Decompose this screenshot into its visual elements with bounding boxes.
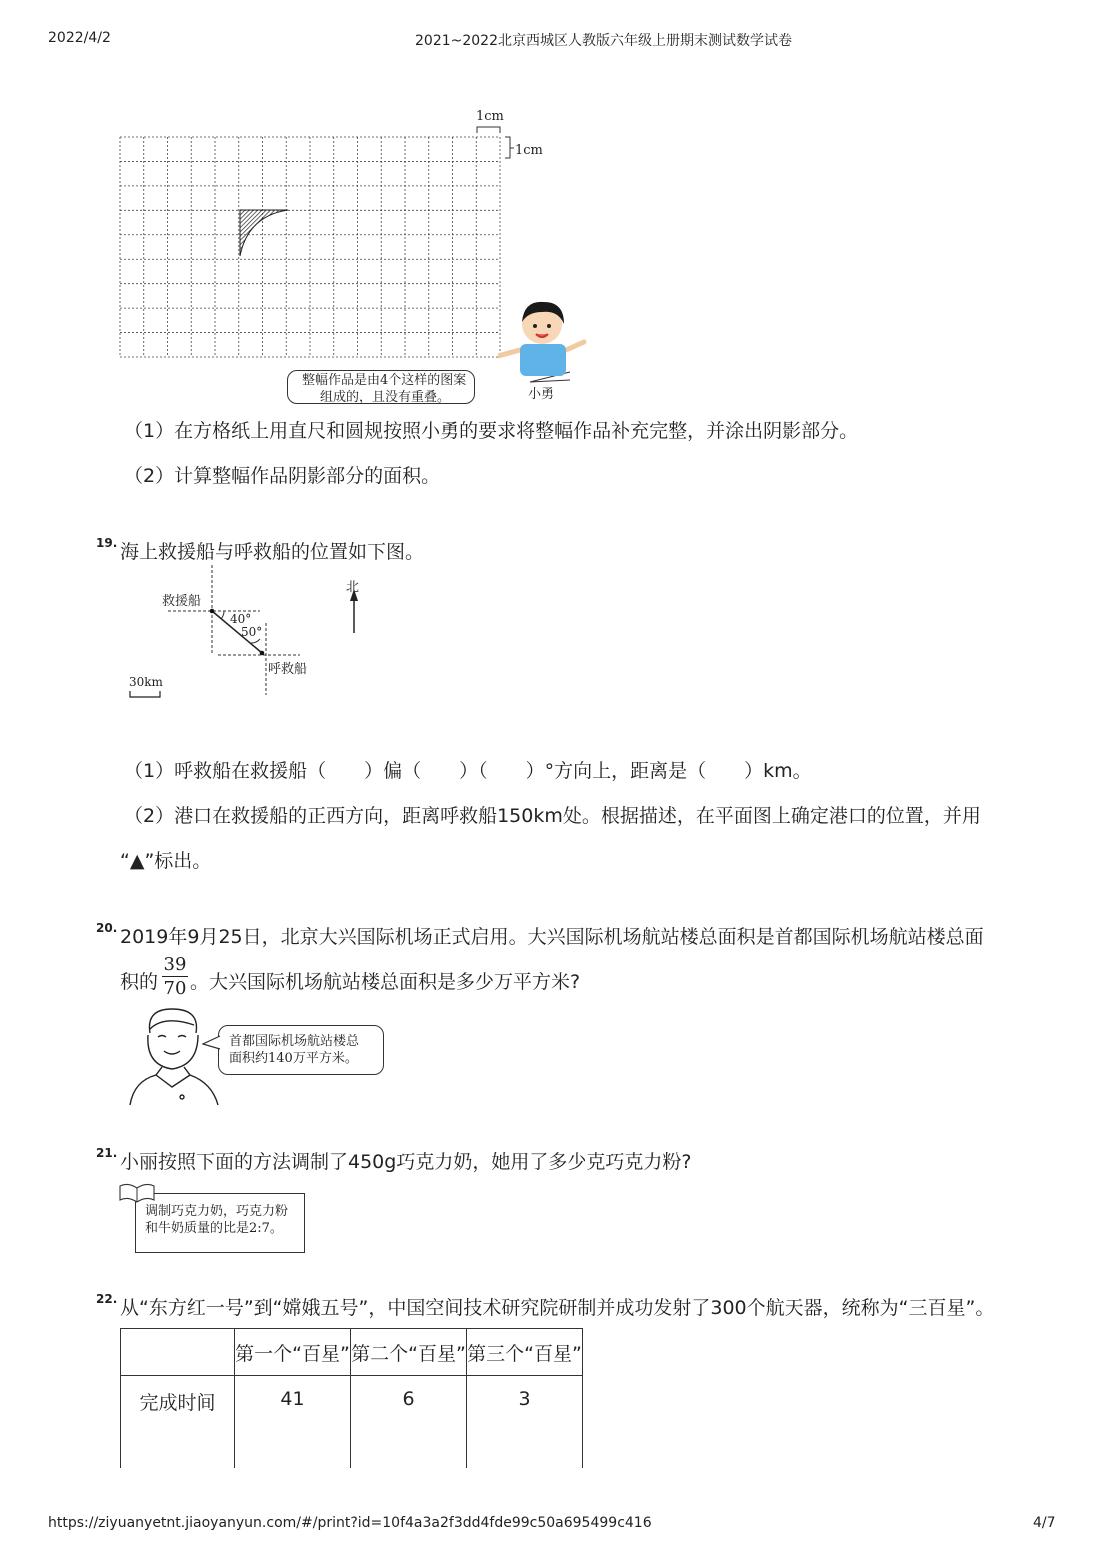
q20-number: 20. — [96, 921, 118, 935]
speech-line-1: 首都国际机场航站楼总 — [229, 1034, 360, 1049]
table-header-cell: 第三个“百星” — [467, 1329, 583, 1376]
unit-label-top: 1cm — [476, 109, 504, 124]
angle-50-label: 50° — [241, 625, 263, 639]
q19-sub2-line2: “▲”标出。 — [120, 850, 212, 872]
table-cell: 3 — [467, 1376, 583, 1469]
boy-illustration — [498, 298, 588, 383]
print-date: 2022/4/2 — [48, 30, 111, 46]
q18-sub2: （2）计算整幅作品阴影部分的面积。 — [124, 465, 441, 487]
footer-page-number: 4/7 — [1033, 1515, 1056, 1531]
note-line-1: 调制巧克力奶，巧克力粉 — [145, 1204, 289, 1219]
q22-stem: 从“东方红一号”到“嫦娥五号”，中国空间技术研究院研制并成功发射了300个航天器，统称为“三百星”。 — [120, 1297, 995, 1319]
fraction-bar — [162, 976, 188, 977]
table-header-cell — [121, 1329, 235, 1376]
three-hundred-stars-table — [120, 1328, 583, 1468]
footer-url: https://ziyuanyetnt.jiaoyanyun.com/#/print?id=10f4a3a2f3dd4fde99c50a695499c416 — [48, 1515, 652, 1531]
angle-40-label: 40° — [230, 612, 252, 626]
q21-number: 21. — [96, 1146, 118, 1160]
q19-number: 19. — [96, 536, 118, 550]
distress-ship-label: 呼救船 — [268, 662, 308, 677]
q19-sub1: （1）呼救船在救援船（ ）偏（ ）（ ）°方向上，距离是（ ）km。 — [124, 760, 812, 782]
q20-line2-prefix: 积的 — [120, 971, 159, 993]
table-cell: 6 — [351, 1376, 467, 1469]
shaded-pattern — [240, 210, 288, 256]
q20-line1: 2019年9月25日，北京大兴国际机场正式启用。大兴国际机场航站楼总面积是首都国际机场航站楼总面 — [120, 926, 984, 948]
unit-bracket-top — [477, 127, 500, 133]
unit-label-right: 1cm — [515, 143, 543, 158]
speech-line-2: 面积约140万平方米。 — [229, 1051, 358, 1066]
q18-speech-bubble — [287, 370, 475, 404]
q21-stem: 小丽按照下面的方法调制了450g巧克力奶，她用了多少克巧克力粉? — [120, 1151, 692, 1173]
q22-number: 22. — [96, 1292, 118, 1306]
q19-stem: 海上救援船与呼救船的位置如下图。 — [120, 541, 425, 563]
grid-lines — [120, 137, 500, 357]
teacher-illustration — [126, 1003, 226, 1107]
rescue-ship-label: 救援船 — [162, 594, 202, 609]
q20-speech-pointer — [202, 1035, 222, 1051]
fraction-numerator: 39 — [163, 954, 187, 975]
table-row — [121, 1376, 583, 1469]
fraction-39-70 — [160, 954, 190, 999]
table-header-row — [121, 1329, 583, 1376]
table-row-label: 完成时间 — [121, 1376, 235, 1469]
note-line-2: 和牛奶质量的比是2:7。 — [145, 1221, 283, 1236]
q20-line2-suffix: 。大兴国际机场航站楼总面积是多少万平方米? — [190, 971, 581, 993]
scale-label: 30km — [129, 675, 163, 689]
character-name: 小勇 — [528, 387, 555, 402]
q19-sub2-line1: （2）港口在救援船的正西方向，距离呼救船150km处。根据描述，在平面图上确定港口的位置，并用 — [124, 805, 981, 827]
q21-note-box — [135, 1193, 305, 1253]
document-title: 2021~2022北京西城区人教版六年级上册期末测试数学试卷 — [415, 33, 792, 49]
speech-line-2: 组成的，且没有重叠。 — [320, 390, 451, 405]
table-header-cell: 第二个“百星” — [351, 1329, 467, 1376]
q20-speech-bubble — [218, 1025, 384, 1075]
north-label: 北 — [346, 580, 360, 595]
scale-bar — [130, 691, 160, 697]
q18-sub1: （1）在方格纸上用直尺和圆规按照小勇的要求将整幅作品补充完整，并涂出阴影部分。 — [124, 420, 859, 442]
unit-bracket-right — [505, 137, 514, 158]
table-cell: 41 — [235, 1376, 351, 1469]
speech-line-1: 整幅作品是由4个这样的图案 — [302, 373, 467, 388]
fraction-denominator: 70 — [163, 978, 187, 999]
table-header-cell: 第一个“百星” — [235, 1329, 351, 1376]
book-icon — [118, 1180, 156, 1204]
